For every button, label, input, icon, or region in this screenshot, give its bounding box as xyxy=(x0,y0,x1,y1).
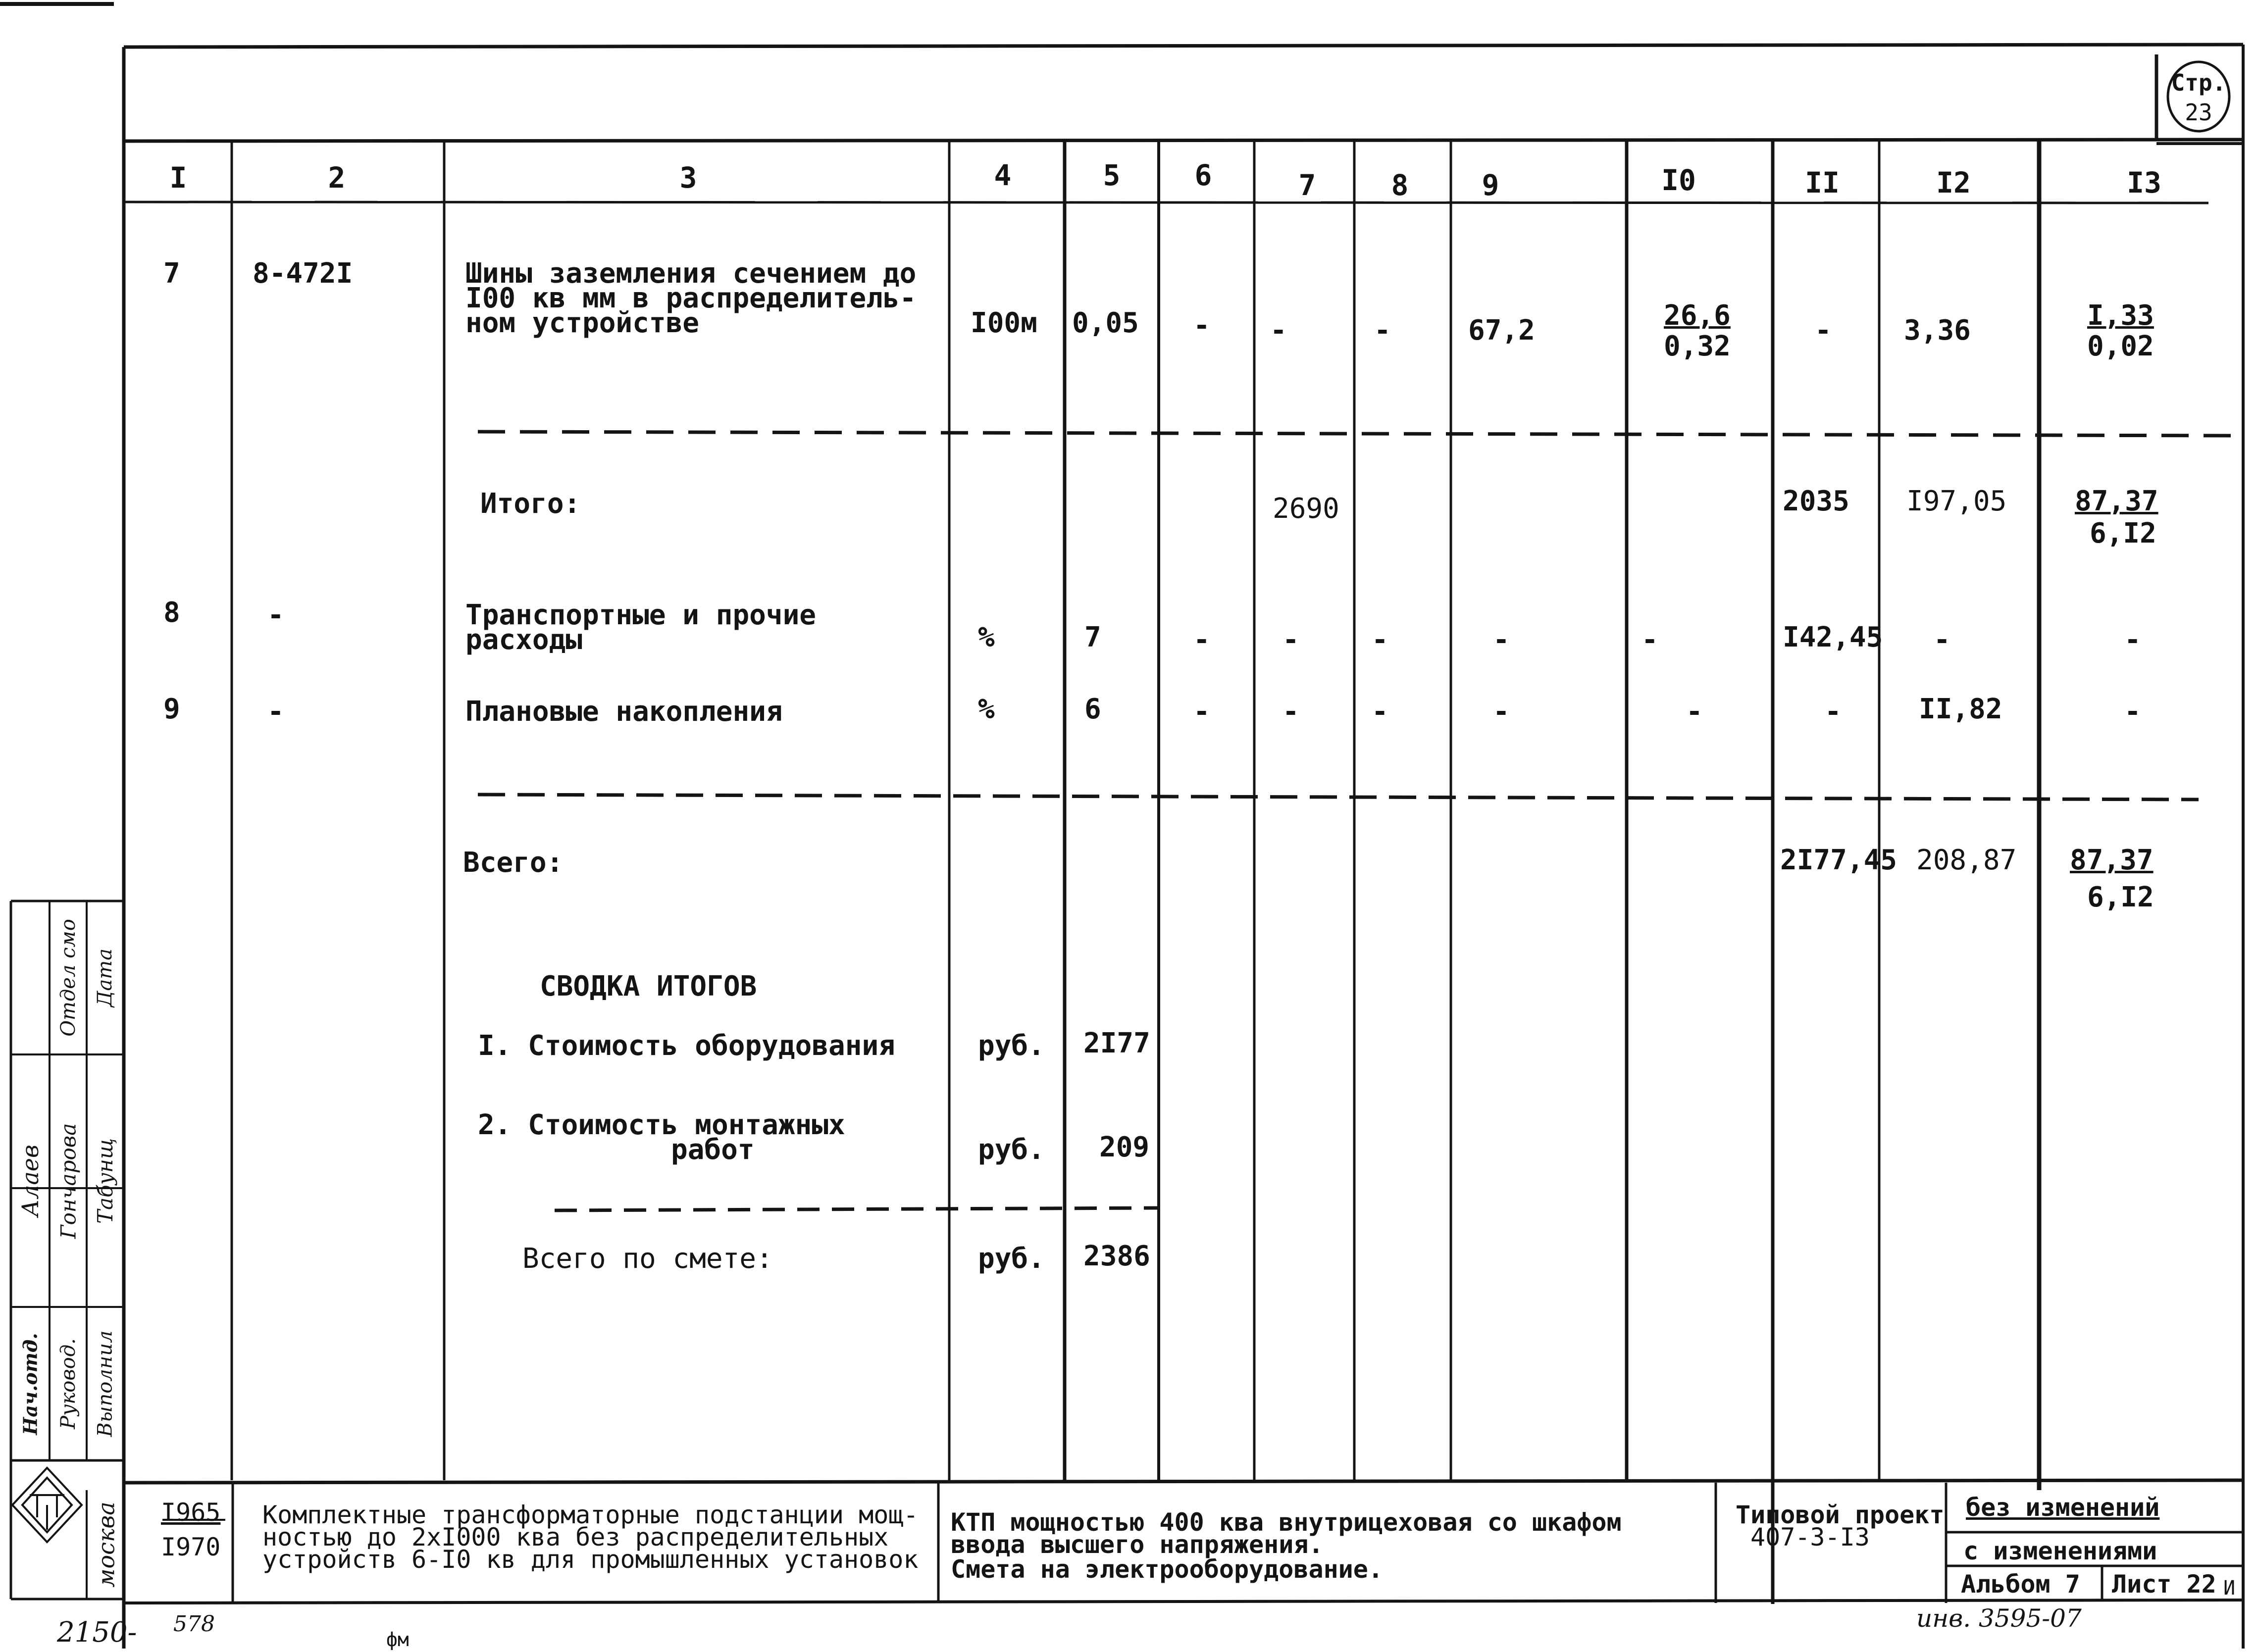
subtotal-c13-bottom: 6,I2 xyxy=(2090,517,2156,550)
summary-row1-unit: руб. xyxy=(978,1030,1045,1062)
row-c6: - xyxy=(1193,624,1210,656)
row-description-line: Транспортные и прочие xyxy=(465,599,817,631)
note-archive-number-2: 578 xyxy=(173,1611,215,1637)
subtotal-label: Итого: xyxy=(480,488,581,520)
row-description-line: Шины заземления сечением до xyxy=(465,257,917,290)
col-header: 9 xyxy=(1482,168,1499,202)
signature: Табунщ xyxy=(93,1138,118,1224)
row-unit: % xyxy=(978,693,995,725)
row-c13: - xyxy=(2124,696,2141,728)
row-c12: II,82 xyxy=(1919,693,2002,725)
stamp-changes-none: без изменений xyxy=(1966,1493,2160,1522)
page-label: Стр. xyxy=(2171,69,2226,96)
role-cell xyxy=(87,1307,124,1460)
row-description: Плановые накопления xyxy=(465,696,783,728)
row-c8: - xyxy=(1372,624,1388,656)
row-c8: - xyxy=(1372,696,1388,728)
row-c10-top: 26,6 xyxy=(1664,300,1731,332)
row-c10: - xyxy=(1641,624,1658,656)
stamp-year-start: I965 xyxy=(161,1498,221,1527)
stamp-city-text: москва xyxy=(93,1502,120,1588)
row-c11: - xyxy=(1815,314,1832,347)
row-code: 8-472I xyxy=(253,257,353,290)
col-header: 4 xyxy=(994,158,1012,192)
stamp-year-end: I970 xyxy=(161,1533,221,1561)
row-c6: - xyxy=(1193,309,1210,342)
col-header: I3 xyxy=(2127,166,2161,200)
col-header: 7 xyxy=(1298,168,1316,202)
col-header: 2 xyxy=(328,161,346,195)
signature-cell xyxy=(87,1054,124,1307)
row-c8: - xyxy=(1374,314,1391,347)
summary-row2-label1: 2. Стоимость монтажных xyxy=(478,1109,845,1141)
row-number: 7 xyxy=(163,257,180,290)
stamp-sheet-suffix: И xyxy=(2223,1577,2236,1600)
row-description-line: расходы xyxy=(465,624,583,656)
total-c11: 2I77,45 xyxy=(1780,844,1898,876)
row-unit: I00м xyxy=(971,307,1037,339)
stamp-subject-line: ввода высшего напряжения. xyxy=(951,1530,1324,1559)
stamp-sheet: Лист 22 xyxy=(2112,1570,2216,1599)
row-c12: - xyxy=(1934,624,1950,656)
logo-icon xyxy=(12,1468,82,1542)
row-c10: - xyxy=(1686,696,1703,728)
row-c13: - xyxy=(2124,624,2141,656)
row-code: - xyxy=(267,696,284,728)
stamp-album: Альбом 7 xyxy=(1961,1570,2080,1599)
row-c9: - xyxy=(1493,696,1510,728)
row-c7: - xyxy=(1270,314,1287,347)
signature: Гончарова xyxy=(56,1123,80,1239)
row-qty: 0,05 xyxy=(1072,307,1139,339)
col-header: 5 xyxy=(1103,158,1121,192)
row-c9: 67,2 xyxy=(1468,314,1535,347)
total-c13-top: 87,37 xyxy=(2070,844,2154,876)
subtotal-c11: 2035 xyxy=(1783,485,1849,517)
col-header: II xyxy=(1805,166,1840,200)
row-unit: % xyxy=(978,621,995,653)
row-c10-bottom: 0,32 xyxy=(1664,330,1731,362)
summary-row2-value: 209 xyxy=(1099,1131,1150,1163)
note-archive-number: 2150- xyxy=(57,1616,137,1649)
stamp-title-line: Комплектные трансформаторные подстанции мощ- xyxy=(262,1501,919,1529)
row-qty: 7 xyxy=(1084,621,1101,653)
stamp-project-line: 407-3-I3 xyxy=(1750,1523,1870,1552)
date-label: Дата xyxy=(94,948,117,1007)
role-label: Нач.отд. xyxy=(19,1332,42,1435)
role-label: Выполнил xyxy=(94,1330,117,1437)
col-header: 6 xyxy=(1194,158,1212,192)
note-inventory: инв. 3595-07 xyxy=(1916,1604,2082,1633)
col-header: 8 xyxy=(1391,168,1409,202)
summary-row1-label: I. Стоимость оборудования xyxy=(478,1030,895,1062)
row-description-line: I00 кв мм в распределитель- xyxy=(465,282,917,314)
row-c13-top: I,33 xyxy=(2087,300,2154,332)
summary-row1-value: 2I77 xyxy=(1083,1027,1150,1059)
stamp-changes-with: с изменениями xyxy=(1963,1537,2157,1565)
total-c12: 208,87 xyxy=(1916,844,2017,876)
stamp-subject-line: КТП мощностью 400 ква внутрицеховая со шкафом xyxy=(951,1508,1622,1537)
dept-label: Отдел смо xyxy=(56,919,80,1037)
summary-total-label: Всего по смете: xyxy=(522,1243,773,1275)
row-c12: 3,36 xyxy=(1904,314,1971,347)
stamp-project-line: Типовой проект xyxy=(1736,1501,1945,1529)
stamp-title-line: устройств 6-I0 кв для промышленных установок xyxy=(262,1545,919,1574)
row-c11: - xyxy=(1825,696,1842,728)
stamp-title-line: ностью до 2хI000 ква без распределительных xyxy=(262,1523,889,1552)
row-c13-bottom: 0,02 xyxy=(2087,330,2154,362)
role-label: Руковод. xyxy=(56,1338,80,1429)
col-header: I2 xyxy=(1936,166,1971,200)
col-header: I0 xyxy=(1661,163,1696,197)
signature: Алаев xyxy=(17,1145,44,1217)
page-number: 23 xyxy=(2185,99,2212,126)
row-c11: I42,45 xyxy=(1783,621,1883,653)
row-code: - xyxy=(267,599,284,631)
date-cell xyxy=(87,901,124,1054)
summary-total-unit: руб. xyxy=(978,1243,1045,1275)
subtotal-c13-top: 87,37 xyxy=(2075,485,2158,517)
signature-cell xyxy=(50,1054,87,1307)
role-cell xyxy=(11,1307,50,1460)
row-c7: - xyxy=(1282,624,1299,656)
role-cell xyxy=(50,1307,87,1460)
signature-cell xyxy=(11,1054,50,1307)
row-description-line: ном устройстве xyxy=(465,307,700,339)
total-label: Всего: xyxy=(463,847,564,879)
subtotal-c7: 2690 xyxy=(1273,493,1339,525)
summary-title: СВОДКА ИТОГОВ xyxy=(540,970,757,1002)
subtotal-c12: I97,05 xyxy=(1906,485,2007,517)
row-c9: - xyxy=(1493,624,1510,656)
stamp-city xyxy=(89,1490,124,1599)
row-number: 9 xyxy=(163,693,180,725)
note-fm: фм xyxy=(386,1629,409,1651)
col-header: I xyxy=(169,161,187,195)
summary-row2-label2: работ xyxy=(671,1134,755,1166)
total-c13-bottom: 6,I2 xyxy=(2087,881,2154,913)
dept-cell xyxy=(50,901,87,1054)
row-number: 8 xyxy=(163,597,180,629)
row-c7: - xyxy=(1282,696,1299,728)
row-c6: - xyxy=(1193,696,1210,728)
summary-total-value: 2386 xyxy=(1083,1240,1150,1272)
col-header: 3 xyxy=(679,161,697,195)
row-qty: 6 xyxy=(1084,693,1101,725)
summary-row2-unit: руб. xyxy=(978,1134,1045,1166)
stamp-subject-line: Смета на электрооборудование. xyxy=(951,1555,1383,1584)
